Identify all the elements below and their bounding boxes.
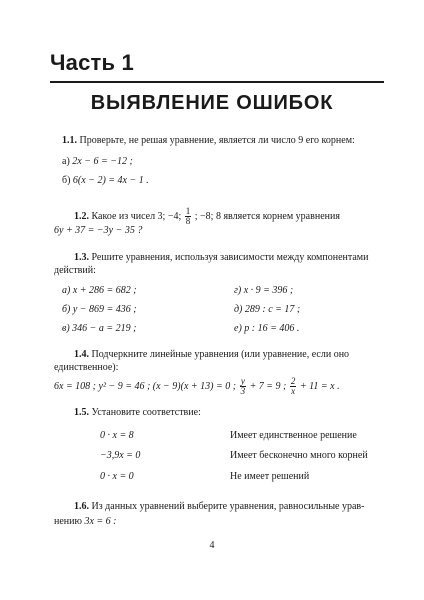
task-1-5-row-1-description: Имеет единственное решение: [230, 430, 357, 441]
task-1-3-item-b: б) y − 869 = 436 ;: [62, 304, 137, 315]
task-1-5-text: Установите соответствие:: [91, 407, 201, 418]
task-1-1-number: 1.1.: [62, 135, 77, 146]
task-1-3-item-a: а) x + 286 = 682 ;: [62, 285, 137, 296]
task-1-5-statement: [74, 407, 201, 419]
task-1-1-statement: [62, 135, 355, 147]
page-number: 4: [209, 540, 215, 551]
task-1-4-text-line2: единственное):: [54, 362, 119, 373]
task-1-4-statement: [74, 349, 349, 361]
task-1-2-text-before: Какое из чисел 3; −4;: [91, 211, 182, 222]
task-1-2-equation-line: [54, 225, 142, 237]
task-1-4-fraction-2-numerator: 2: [290, 376, 296, 387]
task-1-1-item-a: [62, 156, 133, 168]
task-1-1-a-label: а): [62, 156, 70, 167]
task-1-4-fraction-1: [240, 377, 247, 396]
task-1-6-statement: [74, 501, 364, 513]
task-1-4-equations-part3: + 11 = x .: [299, 381, 340, 392]
task-1-6-text-line1: Из данных уравнений выберите уравнения, равносильные урав-: [91, 501, 365, 512]
task-1-4-equations-part2: + 7 = 9 ;: [249, 381, 287, 392]
task-1-5-number: 1.5.: [74, 407, 89, 418]
task-1-1-b-equation: 6(x − 2) = 4x − 1 .: [72, 175, 149, 186]
task-1-4-fraction-1-denominator: 3: [240, 386, 246, 397]
task-1-5-row-3-description: Не имеет решений: [230, 471, 310, 482]
task-1-6-line2: [54, 516, 117, 528]
task-1-6-text-line2: нению: [54, 516, 82, 527]
task-1-4-equations: [54, 374, 340, 400]
part-title: Часть 1: [50, 50, 134, 75]
task-1-5-row-2-description: Имеет бесконечно много корней: [230, 450, 368, 461]
task-1-1-item-b: [62, 175, 149, 187]
part-title-underline: [50, 81, 384, 83]
task-1-3-text-line1: Решите уравнения, используя зависимости между компонентами: [91, 252, 369, 263]
task-1-3-item-d: г) x · 9 = 396 ;: [234, 285, 294, 296]
task-1-4-number: 1.4.: [74, 349, 89, 360]
task-1-5-row-3-equation: 0 · x = 0: [100, 471, 134, 482]
task-1-3-statement: [74, 252, 368, 264]
task-1-2-equation: 6y + 37 = −3y − 35 ?: [54, 225, 143, 236]
task-1-2-text-after: ; −8; 8 является корнем уравнения: [194, 211, 340, 222]
task-1-4-fraction-2-denominator: x: [291, 386, 296, 397]
task-1-4-text-line1: Подчеркните линейные уравнения (или уравнение, если оно: [91, 349, 350, 360]
task-1-3-item-f: е) p : 16 = 406 .: [234, 323, 300, 334]
task-1-2-fraction-numerator: 1: [185, 206, 191, 217]
task-1-4-fraction-1-numerator: y: [240, 376, 245, 387]
task-1-6-equation: 3x = 6 :: [84, 516, 117, 527]
section-title: ВЫЯВЛЕНИЕ ОШИБОК: [90, 92, 334, 114]
task-1-5-row-2-equation: −3,9x = 0: [100, 450, 141, 461]
task-1-3-text-line2: действий:: [54, 265, 96, 276]
task-1-3-item-c: в) 346 − a = 219 ;: [62, 323, 137, 334]
task-1-2-number: 1.2.: [74, 211, 89, 222]
task-1-3-item-e: д) 289 : c = 17 ;: [234, 304, 301, 315]
task-1-6-number: 1.6.: [74, 501, 89, 512]
task-1-4-equations-part1: 6x = 108 ; y² − 9 = 46 ; (x − 9)(x + 13) = 0 ;: [54, 381, 237, 392]
task-1-5-row-1-equation: 0 · x = 8: [100, 430, 134, 441]
task-1-2-fraction-denominator: 8: [185, 216, 191, 227]
task-1-2-fraction: [185, 207, 192, 226]
task-1-4-fraction-2: [290, 377, 297, 396]
task-1-3-number: 1.3.: [74, 252, 89, 263]
task-1-1-a-equation: 2x − 6 = −12 ;: [72, 156, 133, 167]
task-1-1-b-label: б): [62, 175, 71, 186]
task-1-1-text: Проверьте, не решая уравнение, является ли число 9 его корнем:: [79, 135, 355, 146]
